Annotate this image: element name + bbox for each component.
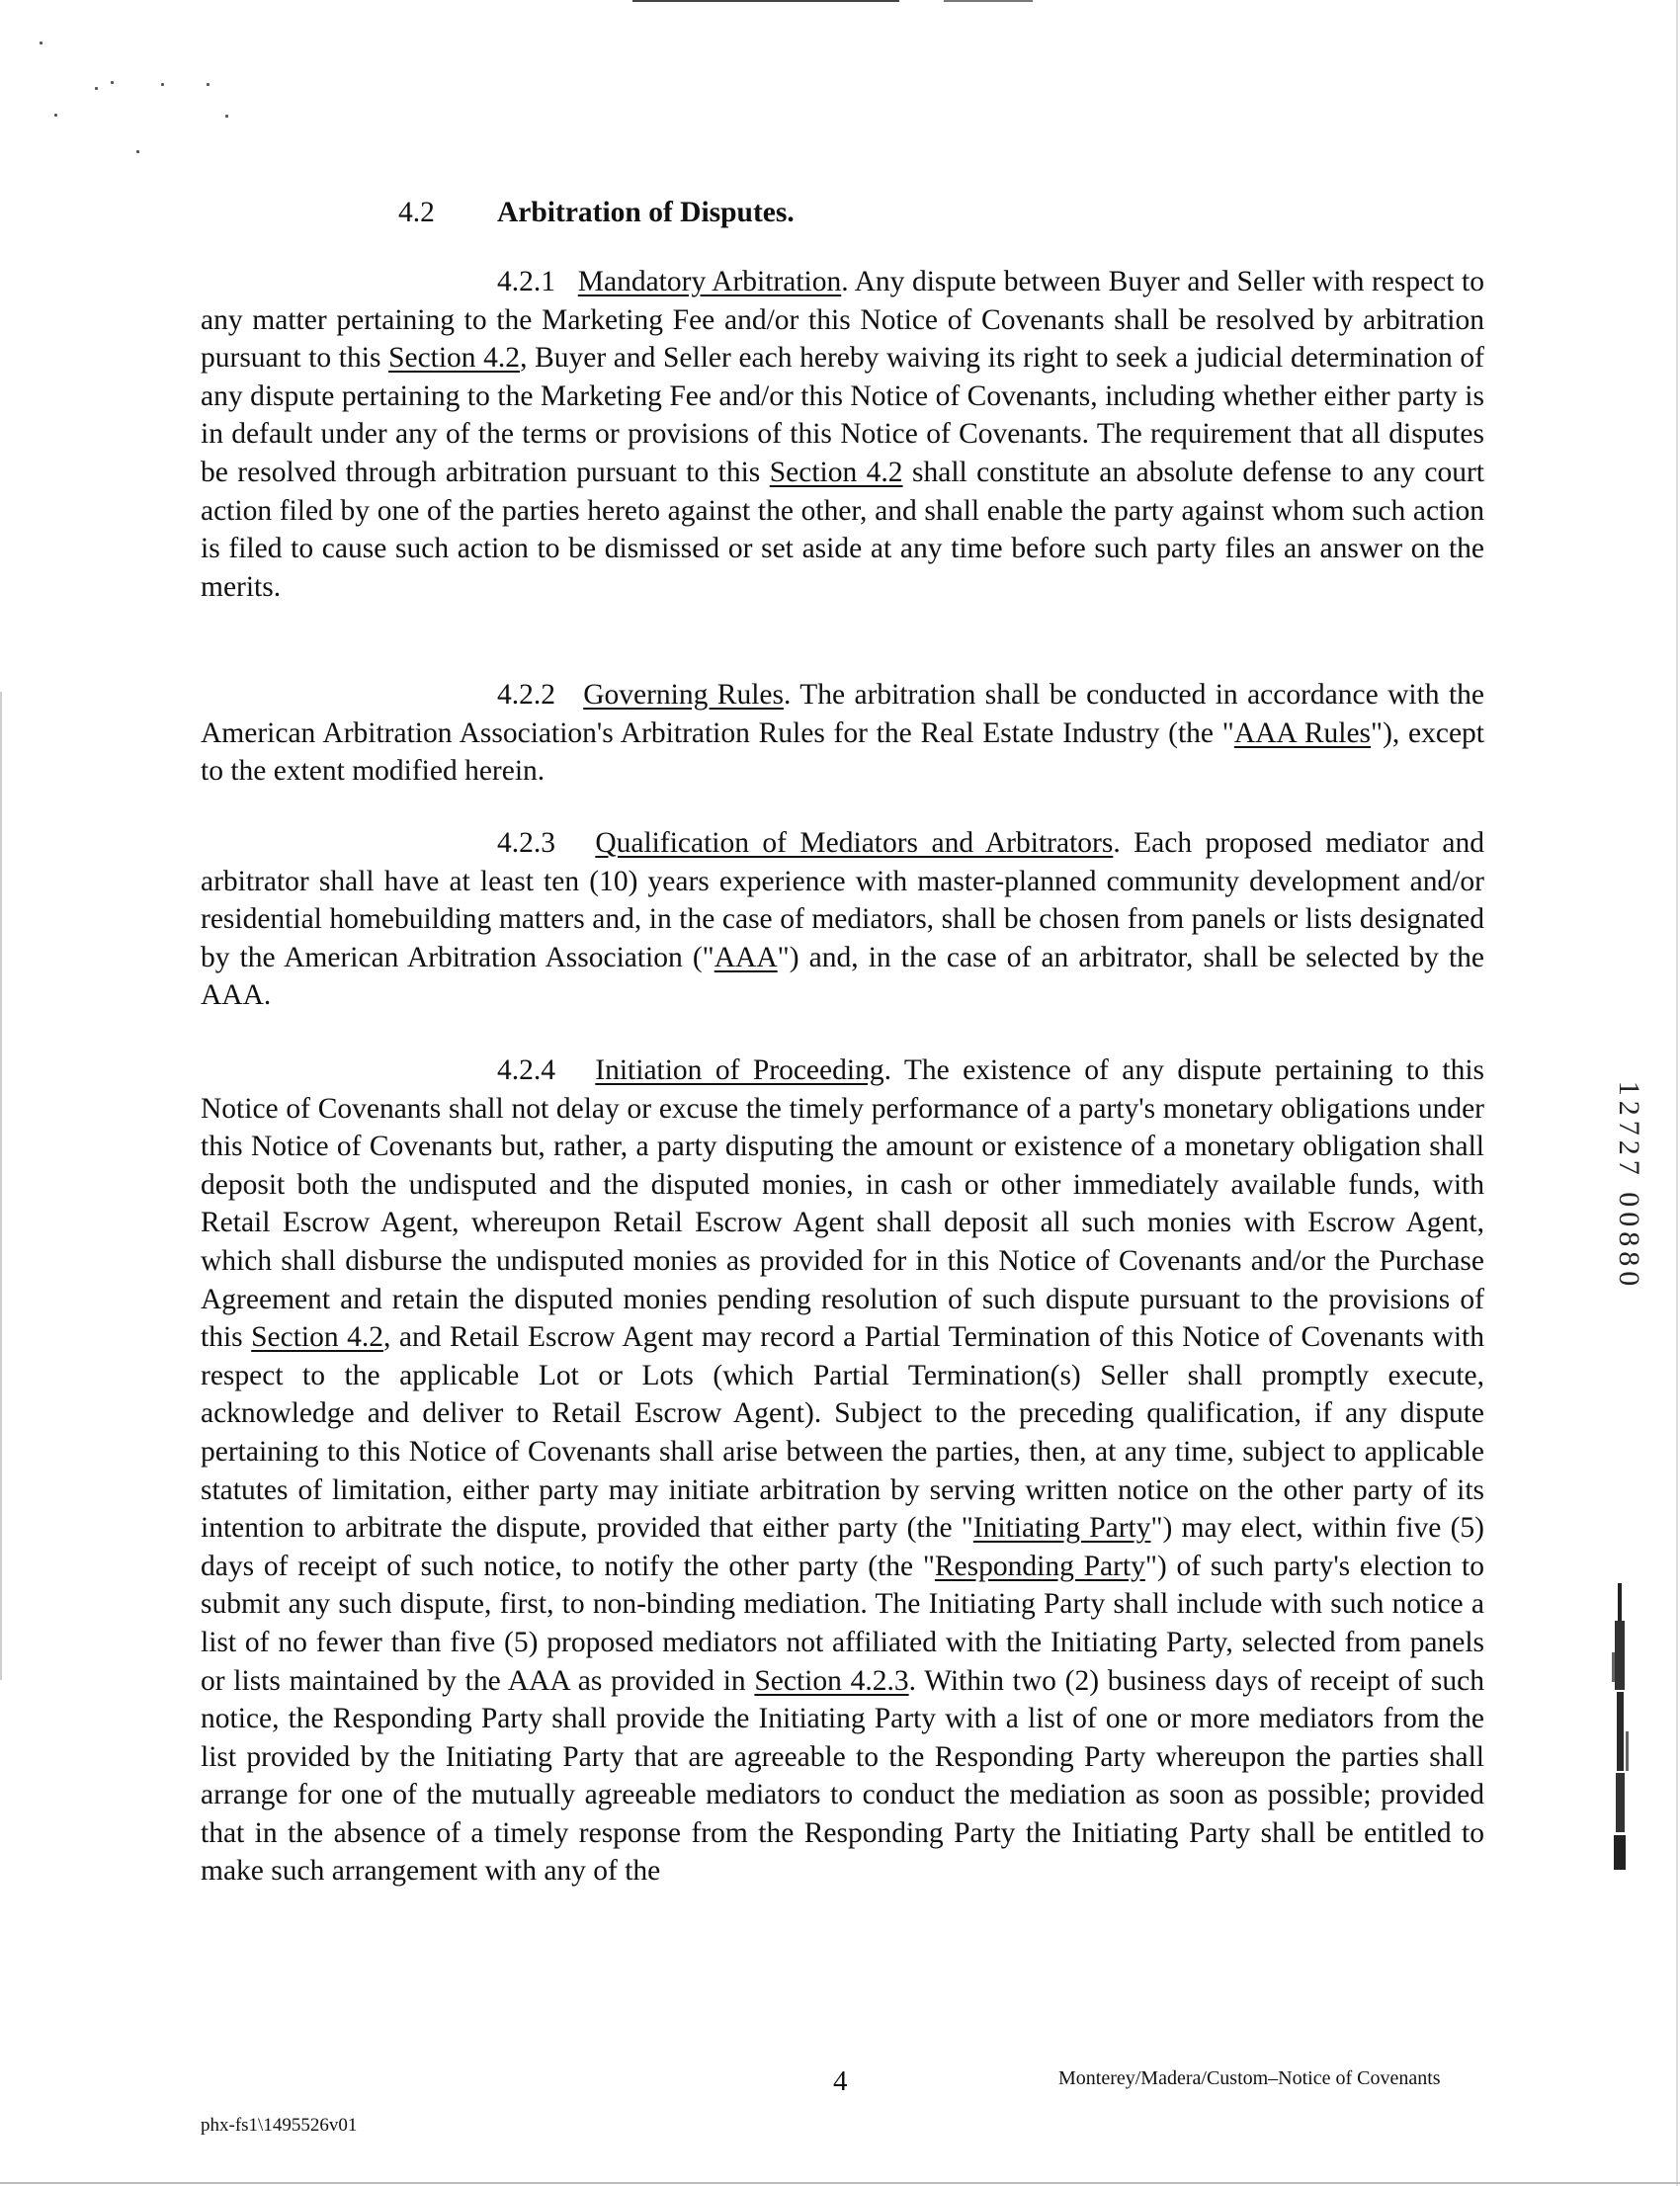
scan-speck (225, 115, 228, 118)
paragraph-mandatory-arbitration (201, 263, 1484, 606)
clause-text: ") and, in the case of an arbitrator, shall be selected by the AAA. (201, 941, 1484, 1012)
scan-bottom-edge (0, 2182, 1680, 2184)
clause-text: . Each proposed mediator and arbitrator shall have at least ten (10) years experience with master-planned community development and/or residential homebuilding matters and, in the case of mediators, shall be chosen from panels or lists designated by the American Arbitration Association (" (201, 827, 1485, 973)
clause-text: ") of such party's election to submit any such dispute, first, to non-binding mediation. The Initiating Party shall include with such notice a list of no fewer than five (5) proposed mediators not affiliated with the Initiating Party, selected from panels or lists maintained by the AAA as provided in (201, 1550, 1484, 1697)
scan-speck (207, 83, 210, 86)
scan-speck (161, 83, 164, 86)
scan-right-edge (1676, 0, 1678, 2186)
section-reference: Section 4.2.3 (754, 1664, 909, 1697)
defined-term: AAA (714, 941, 778, 973)
paragraph-governing-rules (201, 676, 1484, 791)
clause-text: shall constitute an absolute defense to any court action filed by one of the parties hereto against the other, and shall enable the party against whom such action is filed to cause such action to be dismissed or set aside at any time before such party files an answer on the merits. (201, 456, 1484, 603)
section-number: 4.2 (398, 197, 435, 228)
clause-title: Initiation of Proceeding (595, 1054, 884, 1086)
clause-title: Qualification of Mediators and Arbitrators (595, 827, 1114, 859)
clause-text: , and Retail Escrow Agent may record a Partial Termination of this Notice of Covenants with respect to the applicable Lot or Lots (which Partial Termination(s) Seller shall promptly execute, acknowledge and deliver to Retail Escrow Agent). Subject to the preceding qualification, if any dispute pertaining to this Notice of Covenants shall arise between the parties, then, at any time, subject to applicable statutes of limitation, either party may initiate arbitration by serving written notice on the other party of its intention to arbitrate the dispute, provided that either party (the " (201, 1321, 1484, 1545)
clause-text: , Buyer and Seller each hereby waiving its right to seek a judicial determination of any dispute pertaining to the Marketing Fee and/or this Notice of Covenants, including whether either party is in default under any of the terms or provisions of this Notice of Covenants. The requirement that all disputes be resolved through arbitration pursuant to this (201, 342, 1484, 488)
defined-term: Initiating Party (972, 1512, 1151, 1545)
scan-speck (40, 42, 42, 44)
clause-title: Governing Rules (583, 679, 784, 711)
footer-reference: Monterey/Madera/Custom–Notice of Covenants (1058, 2067, 1441, 2089)
section-reference: Section 4.2 (251, 1321, 384, 1354)
scan-top-rule-short (944, 0, 1033, 2)
document-id: phx-fs1\1495526v01 (201, 2115, 358, 2136)
clause-number: 4.2.4 (497, 1054, 555, 1086)
section-reference: Section 4.2 (769, 456, 903, 488)
scan-speck (54, 114, 57, 117)
scan-speck (111, 81, 114, 84)
section-heading (398, 194, 795, 231)
section-reference: Section 4.2 (388, 342, 521, 375)
scan-top-rule (632, 0, 899, 2)
clause-number: 4.2.2 (497, 679, 555, 711)
scan-left-edge (0, 692, 2, 1680)
clause-title: Mandatory Arbitration (577, 266, 842, 297)
clause-text: ") may elect, within five (5) days of receipt of such notice, to notify the other party (the " (201, 1512, 1485, 1582)
clause-text: . The arbitration shall be conducted in accordance with the American Arbitration Association's Arbitration Rules for the Real Estate Industry (the " (201, 679, 1484, 749)
recording-number: 12727 00880 (1613, 1080, 1645, 1292)
clause-number: 4.2.1 (497, 266, 555, 297)
scan-speck (95, 87, 98, 90)
section-title: Arbitration of Disputes. (497, 197, 795, 228)
clause-number: 4.2.3 (497, 827, 555, 859)
scan-speck (136, 150, 139, 153)
defined-term: Responding Party (934, 1550, 1145, 1582)
recorder-stamp-mark (1601, 1583, 1640, 1870)
paragraph-qualification (201, 824, 1484, 1015)
paragraph-initiation (201, 1051, 1484, 1891)
clause-text: . Any dispute between Buyer and Seller with respect to any matter pertaining to the Marketing Fee and/or this Notice of Covenants shall be resolved by arbitration pursuant to this (201, 266, 1485, 375)
page-number: 4 (833, 2065, 848, 2097)
defined-term: AAA Rules (1233, 716, 1372, 749)
clause-text: . Within two (2) business days of receipt of such notice, the Responding Party shall provide the Initiating Party with a list of one or more mediators from the list provided by the Initiating Party that are agreeable to the Responding Party whereupon the parties shall arrange for one of the mutually agreeable mediators to conduct the mediation as soon as possible; provided that in the absence of a timely response from the Responding Party the Initiating Party shall be entitled to make such arrangement with any of the (201, 1664, 1484, 1888)
clause-text: . The existence of any dispute pertaining to this Notice of Covenants shall not delay or excuse the timely performance of a party's monetary obligations under this Notice of Covenants but, rather, a party disputing the amount or existence of a monetary obligation shall deposit both the undisputed and the disputed monies, in cash or other immediately available funds, with Retail Escrow Agent, whereupon Retail Escrow Agent shall deposit all such monies with Escrow Agent, which shall disburse the undisputed monies as provided for in this Notice of Covenants and/or the Purchase Agreement and retain the disputed monies pending resolution of such dispute pursuant to the provisions of this (201, 1054, 1484, 1354)
clause-text: "), except to the extent modified herein. (201, 716, 1485, 788)
